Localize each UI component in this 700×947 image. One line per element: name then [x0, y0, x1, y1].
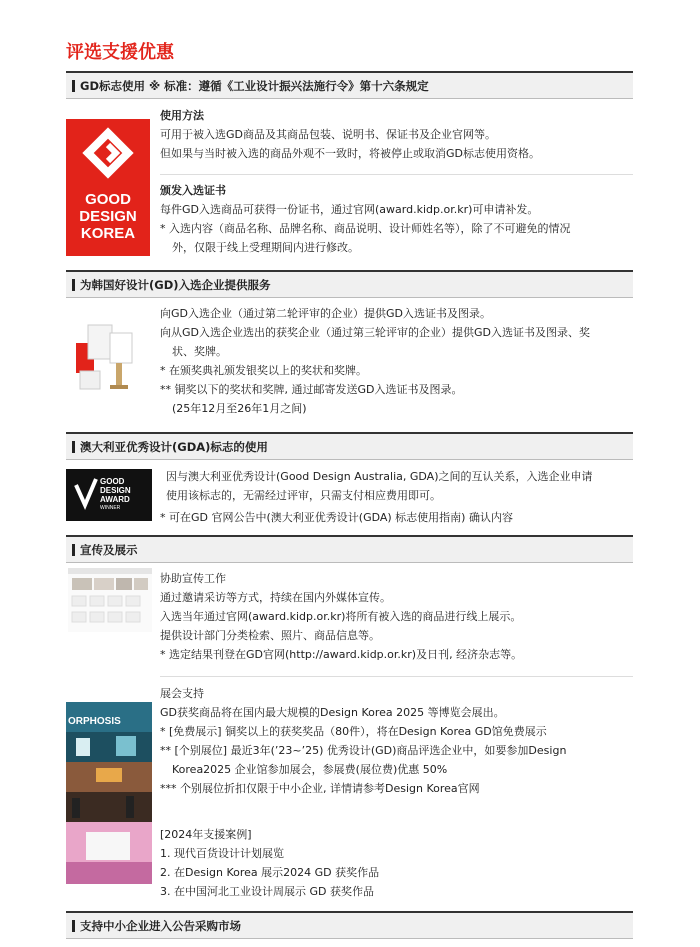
pr-line: * 选定结果刊登在GD官网(http://award.kidp.or.kr)及日刊, 经济杂志等。: [160, 648, 523, 661]
expo-line: GD获奖商品将在国内最大规模的Design Korea 2025 等博览会展出。: [160, 706, 505, 719]
gda-logo-line: AWARD: [100, 495, 130, 504]
section-bar: [72, 80, 75, 92]
service-line: 状、奖牌。: [172, 345, 227, 358]
page-title: 评选支援优惠: [66, 42, 174, 63]
gda-line: * 可在GD 官网公告中(澳大利亚优秀设计(GDA) 标志使用指南) 确认内容: [160, 511, 513, 524]
section-title: 澳大利亚优秀设计(GDA)标志的使用: [80, 439, 268, 454]
cert-line: 每件GD入选商品可获得一份证书，通过官网(award.kidp.or.kr)可申请补发。: [160, 203, 539, 216]
usage-title: 使用方法: [160, 109, 204, 122]
section-bar: [72, 544, 75, 556]
logo-line: GOOD: [85, 191, 131, 208]
section-title: GD标志使用 ※ 标准：遵循《工业设计振兴法施行令》第十六条规定: [80, 78, 429, 93]
cert-line: 外，仅限于线上受理期间内进行修改。: [172, 241, 359, 254]
section-bar: [72, 279, 75, 291]
expo-line: * [免费展示] 铜奖以上的获奖奖品（80件），将在Design Korea GD馆免费展示: [160, 725, 547, 738]
gda-note-block: [160, 508, 633, 527]
exhibition-photos: [66, 702, 152, 884]
case-title: [2024年支援案例]: [160, 828, 252, 841]
expo-line: *** 个别展位折扣仅限于中小企业, 详情请参考Design Korea官网: [160, 782, 480, 795]
good-design-australia-logo: [66, 469, 152, 521]
section-header-gd-logo: [66, 71, 633, 99]
gda-logo-line: GOOD: [100, 477, 125, 486]
pr-line: 通过邀请采访等方式，持续在国内外媒体宣传。: [160, 591, 391, 604]
cert-block: [160, 181, 633, 257]
pr-block: [160, 569, 633, 664]
expo-line: Korea2025 企业馆参加展会，参展费(展位费)优惠 50%: [172, 763, 448, 776]
service-block: [160, 304, 633, 418]
logo-line: KOREA: [80, 225, 136, 242]
section-header-service: [66, 270, 633, 298]
expo-title: 展会支持: [160, 687, 204, 700]
service-line: ** 铜奖以下的奖状和奖牌, 通过邮寄发送GD入选证书及图录。: [160, 383, 463, 396]
expo-line: ** [个别展位] 最近3年(’23~’25) 优秀设计(GD)商品评选企业中，如要参加Design: [160, 744, 567, 757]
section-title: 支持中小企业进入公告采购市场: [80, 918, 241, 933]
case-line: 3. 在中国河北工业设计周展示 GD 获奖作品: [160, 885, 374, 898]
cert-title: 颁发入选证书: [160, 184, 226, 197]
service-line: 向GD入选企业（通过第二轮评审的企业）提供GD入选证书及图录。: [160, 307, 491, 320]
section-header-sme: [66, 911, 633, 939]
usage-line: 可用于被入选GD商品及其商品包装、说明书、保证书及企业官网等。: [160, 128, 496, 141]
case-line: 2. 在Design Korea 展示2024 GD 获奖作品: [160, 866, 380, 879]
section-bar: [72, 920, 75, 932]
gda-line: 因与澳大利亚优秀设计(Good Design Australia, GDA)之间的互认关系，入选企业申请: [166, 470, 593, 483]
certificate-award-image: [70, 315, 150, 395]
photo-label: ORPHOSIS: [68, 716, 121, 727]
cert-line: * 入选内容（商品名称、品牌名称、商品说明、设计师姓名等），除了不可避免的情况: [160, 222, 571, 235]
pr-title: 协助宣传工作: [160, 572, 226, 585]
pr-line: 入选当年通过官网(award.kidp.or.kr)将所有被入选的商品进行线上展示。: [160, 610, 522, 623]
divider: [160, 174, 633, 175]
good-design-korea-logo: [66, 119, 150, 256]
logo-line: DESIGN: [79, 208, 137, 225]
service-line: (25年12月至26年1月之间): [172, 402, 307, 415]
gda-block: [166, 467, 639, 505]
gda-check-icon: [70, 469, 100, 521]
pr-line: 提供设计部门分类检索、照片、商品信息等。: [160, 629, 380, 642]
case-line: 1. 现代百货设计计划展览: [160, 847, 284, 860]
service-line: 向从GD入选企业选出的获奖企业（通过第三轮评审的企业）提供GD入选证书及图录、奖: [160, 326, 590, 339]
usage-line: 但如果与当时被入选的商品外观不一致时，将被停止或取消GD标志使用资格。: [160, 147, 540, 160]
section-title: 为韩国好设计(GD)入选企业提供服务: [80, 277, 271, 292]
section-header-promo: [66, 535, 633, 563]
divider: [160, 676, 633, 677]
gda-line: 使用该标志的，无需经过评审，只需支付相应费用即可。: [166, 489, 441, 502]
usage-block: [160, 106, 633, 163]
section-bar: [72, 441, 75, 453]
expo-block: [160, 684, 633, 798]
gda-logo-line: DESIGN: [100, 486, 131, 495]
section-header-gda: [66, 432, 633, 460]
service-line: * 在颁奖典礼颁发银奖以上的奖状和奖牌。: [160, 364, 367, 377]
case-block: [160, 825, 633, 901]
website-screenshot-image: [68, 568, 152, 632]
section-title: 宣传及展示: [80, 542, 138, 557]
gda-logo-line: WINNER: [100, 505, 121, 511]
